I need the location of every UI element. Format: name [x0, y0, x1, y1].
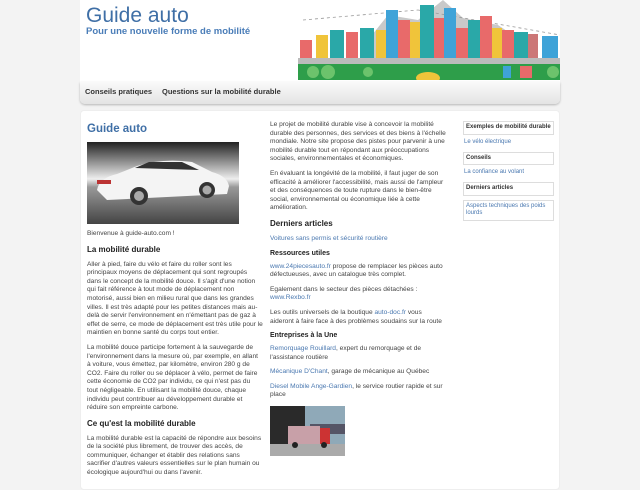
truck-image [270, 406, 345, 456]
paragraph: La mobilité douce participe fortement à la sauvegarde de l'environnement dans la mesure où, par exemple, en allant à voiture, vous émettez, par kilomètre, environ 280 g de CO2. Faire du roller ou se déplacer à vélo, permet de faire cette économie de CO2 par individu, ce qui n'est pas du tout négligeable. En utilisant la mobilité douce, chaque individu peut contribuer au développement durable et réduire son empreinte carbone. [87, 343, 258, 412]
company-item [270, 383, 446, 400]
welcome-text: Bienvenue à guide-auto.com ! [87, 230, 175, 237]
company-link-mecanique[interactable]: Mécanique D'Chant [270, 368, 328, 376]
main-nav [80, 82, 560, 104]
latest-articles-title: Derniers articles [270, 218, 333, 228]
company-text: , garage de mécanique au Québec [327, 368, 430, 376]
page-wrapper [80, 0, 560, 477]
car-image [87, 142, 239, 224]
paragraph: Le projet de mobilité durable vise à concevoir la mobilité durable des personnes, des services et des biens à l'échelle mondiale. Notre site propose des pistes pour parvenir à une mobilité durable tout en répondant aux préoccupations sociales, environnementales et économiques. [270, 121, 446, 163]
resource-link-24piecesauto[interactable]: www.24piecesauto.fr [270, 262, 331, 270]
site-tagline: Pour une nouvelle forme de mobilité [86, 26, 251, 37]
company-item [270, 345, 446, 362]
paragraph: En évaluant la longévité de la mobilité, il faut juger de son efficacité à améliorer l'accessibilité, mais aussi de l'ampleur et des conséquences de toute rupture dans le bien-être social, environnemental ou économique liée à cette amélioration. [270, 169, 444, 212]
resources-title: Ressources utiles [270, 249, 330, 257]
company-text: , expert du remorquage et de l'assistance routière [270, 345, 422, 361]
resource-item [270, 263, 446, 280]
paragraph: Aller à pied, faire du vélo et faire du roller sont les principaux moyens de déplacement qui sont regroupés dans le concept de la mobilité douce. Il s'agit d'une notion qui fait référence à tout mode de déplacement non motorisé, aussi bien en milieu rural que dans les grandes villes. Il est très adapté pour les petites distances mais au-delà de servir l'environnement en n'émettant pas de gaz à effet de serre, ce mode de déplacement est très utile pour le maintien en bonne santé du corps tout entier. [87, 260, 263, 337]
company-link-remorquage[interactable]: Remorquage Rouillard [270, 345, 336, 353]
section-title: Ce qu'est la mobilité durable [87, 418, 196, 428]
resource-link-rexbo[interactable]: www.Rexbo.fr [270, 294, 311, 302]
paragraph: La mobilité durable est la capacité de répondre aux besoins de la société plus librement, de trouver des accès, de communiquer, échanger et établir des relations sans sacrifier d'autres valeurs essentielles sur le plan humain ou écologique aujourd'hui ou dans l'avenir. [87, 434, 262, 477]
content-area [80, 110, 560, 490]
companies-title: Entreprises à la Une [270, 332, 338, 340]
resource-link-auto-doc[interactable]: auto-doc.fr [374, 308, 406, 316]
section-title: La mobilité durable [87, 244, 161, 254]
sidebar-link-velo-electrique[interactable]: Le vélo électrique [464, 138, 512, 145]
company-link-diesel[interactable]: Diesel Mobile Ange-Gardien [270, 382, 353, 390]
resource-item [270, 309, 446, 326]
site-title[interactable]: Guide auto [86, 4, 189, 27]
resource-item [270, 286, 446, 303]
middle-column [270, 121, 446, 456]
sidebar-heading: Conseils [463, 152, 554, 166]
nav-item-questions-mobilite[interactable]: Questions sur la mobilité durable [162, 87, 281, 96]
company-item [270, 368, 446, 377]
main-column [87, 123, 263, 484]
company-text: , le service routier rapide et sur place [270, 382, 443, 399]
resource-text: vous aideront à faire face à des problèmes soudains sur la route [270, 308, 442, 325]
page-title: Guide auto [87, 123, 148, 135]
sidebar-link-confiance-volant[interactable]: La confiance au volant [464, 169, 525, 175]
sidebar [463, 121, 554, 221]
nav-item-conseils-pratiques[interactable]: Conseils pratiques [85, 87, 153, 96]
sidebar-heading: Derniers articles [463, 182, 554, 196]
sidebar-link-poids-lourds[interactable]: Aspects techniques des poids lourds [466, 202, 546, 216]
sidebar-heading: Exemples de mobilité durable [463, 121, 554, 135]
site-header [80, 0, 560, 82]
resource-text: Les outils universels de la boutique [270, 308, 375, 316]
resource-text: propose de remplacer les pièces auto défectueuses, avec un catalogue très complet. [270, 262, 443, 279]
resource-text: Egalement dans le secteur des pièces détachées : [270, 285, 418, 293]
latest-article-link[interactable]: Voitures sans permis et sécurité routière [270, 234, 388, 242]
city-banner-image [298, 0, 560, 80]
